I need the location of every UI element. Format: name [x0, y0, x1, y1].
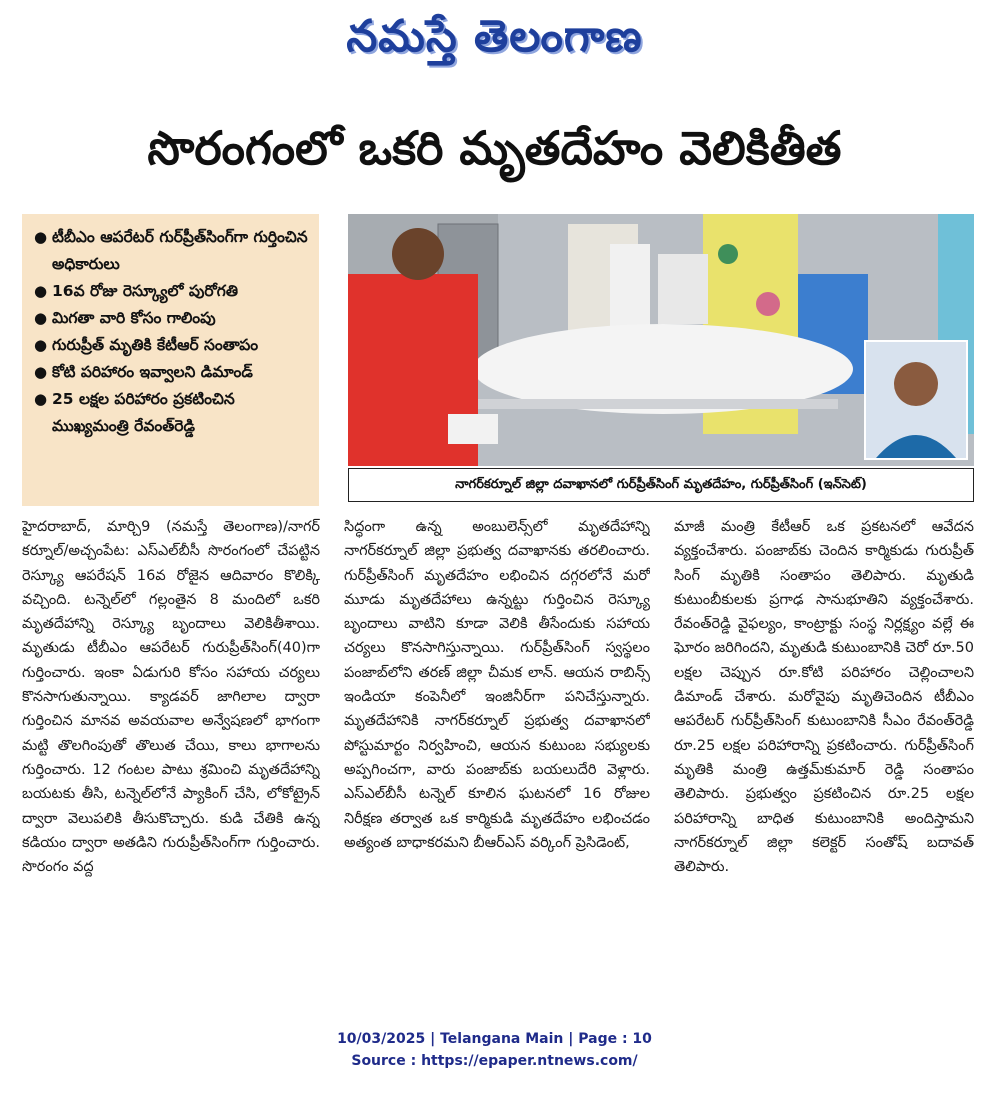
bullet-icon: ●	[34, 363, 48, 381]
highlights-box	[22, 214, 319, 506]
bullet-icon: ●	[34, 228, 48, 246]
inset-portrait	[864, 340, 968, 460]
footer-source-link[interactable]: Source : https://epaper.ntnews.com/	[351, 1053, 638, 1069]
bullet-icon: ●	[34, 282, 48, 300]
masthead-logo: నమస్తే తెలంగాణ	[346, 11, 643, 62]
highlight-item: ● కోటి పరిహారం ఇవ్వాలని డిమాండ్	[32, 359, 311, 386]
highlight-item: ● టీబీఎం ఆపరేటర్ గుర్‌ప్రీత్‌సింగ్‌గా గుర్తించిన అధికారులు	[32, 224, 311, 278]
highlight-item: ● 25 లక్షల పరిహారం ప్రకటించిన ముఖ్యమంత్రి రేవంత్‌రెడ్డి	[32, 386, 311, 440]
news-photo	[348, 214, 974, 466]
portrait-image	[866, 342, 966, 458]
bullet-icon: ●	[34, 336, 48, 354]
article-column-3: మాజీ మంత్రి కేటీఆర్ ఒక ప్రకటనలో ఆవేదన వ్యక్తంచేశారు. పంజాబ్‌కు చెందిన కార్మికుడు గురుప్రీత్ సింగ్ మృతికి సంతాపం తెలిపారు. మృతుడి కుటుంబీకులకు ప్రగాఢ సానుభూతిని వ్యక్తంచేశారు. రేవంత్‌రెడ్డి వైఫల్యం, కాంట్రాక్టు సంస్థ నిర్లక్ష్యం వల్లే ఈ ఘోరం జరిగిందని, మృతుడి కుటుంబానికి చెరో రూ.50 లక్షల చెప్పున రూ.కోటి పరిహారం చెల్లించాలని డిమాండ్ చేశారు. మరోవైపు మృతిచెందిన టీబీఎం ఆపరేటర్ గుర్‌ప్రీత్‌సింగ్ కుటుంబానికి సీఎం రేవంత్‌రెడ్డి రూ.25 లక్షల పరిహారాన్ని ప్రకటించారు. గుర్‌ప్రీత్‌సింగ్ మృతికి మంత్రి ఉత్తమ్‌కుమార్ రెడ్డి సంతాపం తెలిపారు. ప్రభుత్వం ప్రకటించిన రూ.25 లక్షల పరిహారాన్ని బాధిత కుటుంబానికి అందిస్తామని నాగర్‌కర్నూల్ జిల్లా కలెక్టర్ సంతోష్ బదావత్ తెలిపారు.	[674, 519, 974, 876]
highlight-item: ● మిగతా వారి కోసం గాలింపు	[32, 305, 311, 332]
page-footer	[0, 1028, 989, 1072]
footer-date-line: 10/03/2025 | Telangana Main | Page : 10	[337, 1031, 652, 1047]
bullet-icon: ●	[34, 309, 48, 327]
photo-caption: నాగర్‌కర్నూల్ జిల్లా దవాఖానలో గుర్‌ప్రీత్‌సింగ్ మృతదేహం, గుర్‌ప్రీత్‌సింగ్ (ఇన్‌సెట్)	[348, 468, 974, 502]
article-column-1: హైదరాబాద్, మార్చి9 (నమస్తే తెలంగాణ)/నాగర్ కర్నూల్/అచ్చంపేట: ఎస్‌ఎల్‌బీసీ సొరంగంలో చేపట్టిన రెస్క్యూ ఆపరేషన్ 16వ రోజైన ఆదివారం కొలిక్కి వచ్చింది. టన్నెల్‌లో గల్లంతైన 8 మందిలో ఒకరి మృతదేహాన్ని రెస్క్యూ బృందాలు వెలికితీశాయి. మృతుడు టీబీఎం ఆపరేటర్ గురుప్రీత్‌సింగ్(40)గా గుర్తించారు. ఇంకా ఏడుగురి కోసం సహాయ చర్యలు కొనసాగుతున్నాయి. క్యాడవర్ జాగిలాల ద్వారా గుర్తించిన మానవ అవయవాల అన్వేషణలో భాగంగా మట్టి తొలగింపుతో తొలుత చేయి, కాలు భాగాలను గుర్తించారు. 12 గంటల పాటు శ్రమించి మృతదేహాన్ని బయటకు తీసి, టన్నెల్‌లోనే ప్యాకింగ్ చేసి, లోకోట్రైన్ ద్వారా వెలుపలికి తీసుకొచ్చారు. కుడి చేతికి ఉన్న కడియం ద్వారా అతడిని గురుప్రీత్‌సింగ్‌గా గుర్తించారు. సొరంగం వద్ద	[22, 519, 320, 876]
bullet-icon: ●	[34, 390, 48, 408]
highlight-item: ● గురుప్రీత్ మృతికి కేటీఆర్ సంతాపం	[32, 332, 311, 359]
highlight-item: ● 16వ రోజు రెస్క్యూలో పురోగతి	[32, 278, 311, 305]
article-column-2: సిద్ధంగా ఉన్న అంబులెన్స్‌లో మృతదేహాన్ని నాగర్‌కర్నూల్ జిల్లా ప్రభుత్వ దవాఖానకు తరలించారు. గుర్‌ప్రీత్‌సింగ్ మృతదేహం లభించిన దగ్గరలోనే మరో మూడు మృతదేహాలు ఉన్నట్టు గుర్తించిన రెస్క్యూ బృందాలు వాటిని కూడా వెలికి తీసేందుకు సహాయ చర్యలు కొనసాగిస్తున్నాయి. గుర్‌ప్రీత్‌సింగ్ స్వస్థలం పంజాబ్‌లోని తరణ్ జిల్లా చీమక లాన్. ఆయన రాబిన్స్ ఇండియా కంపెనీలో ఇంజినీర్‌గా పనిచేస్తున్నారు. మృతదేహానికి నాగర్‌కర్నూల్ ప్రభుత్వ దవాఖానలో పోస్టుమార్టం నిర్వహించి, ఆయన కుటుంబ సభ్యులకు అప్పగించగా, వారు పంజాబ్‌కు బయలుదేరి వెళ్లారు. ఎస్‌ఎల్‌బీసీ టన్నెల్ కూలిన ఘటనలో 16 రోజుల నిరీక్షణ తర్వాత ఒక కార్మికుడి మృతదేహం లభించడం అత్యంత బాధాకరమని బీఆర్‌ఎస్ వర్కింగ్ ప్రెసిడెంట్,	[344, 519, 650, 851]
headline: సొరంగంలో ఒకరి మృతదేహం వెలికితీత	[147, 121, 842, 175]
